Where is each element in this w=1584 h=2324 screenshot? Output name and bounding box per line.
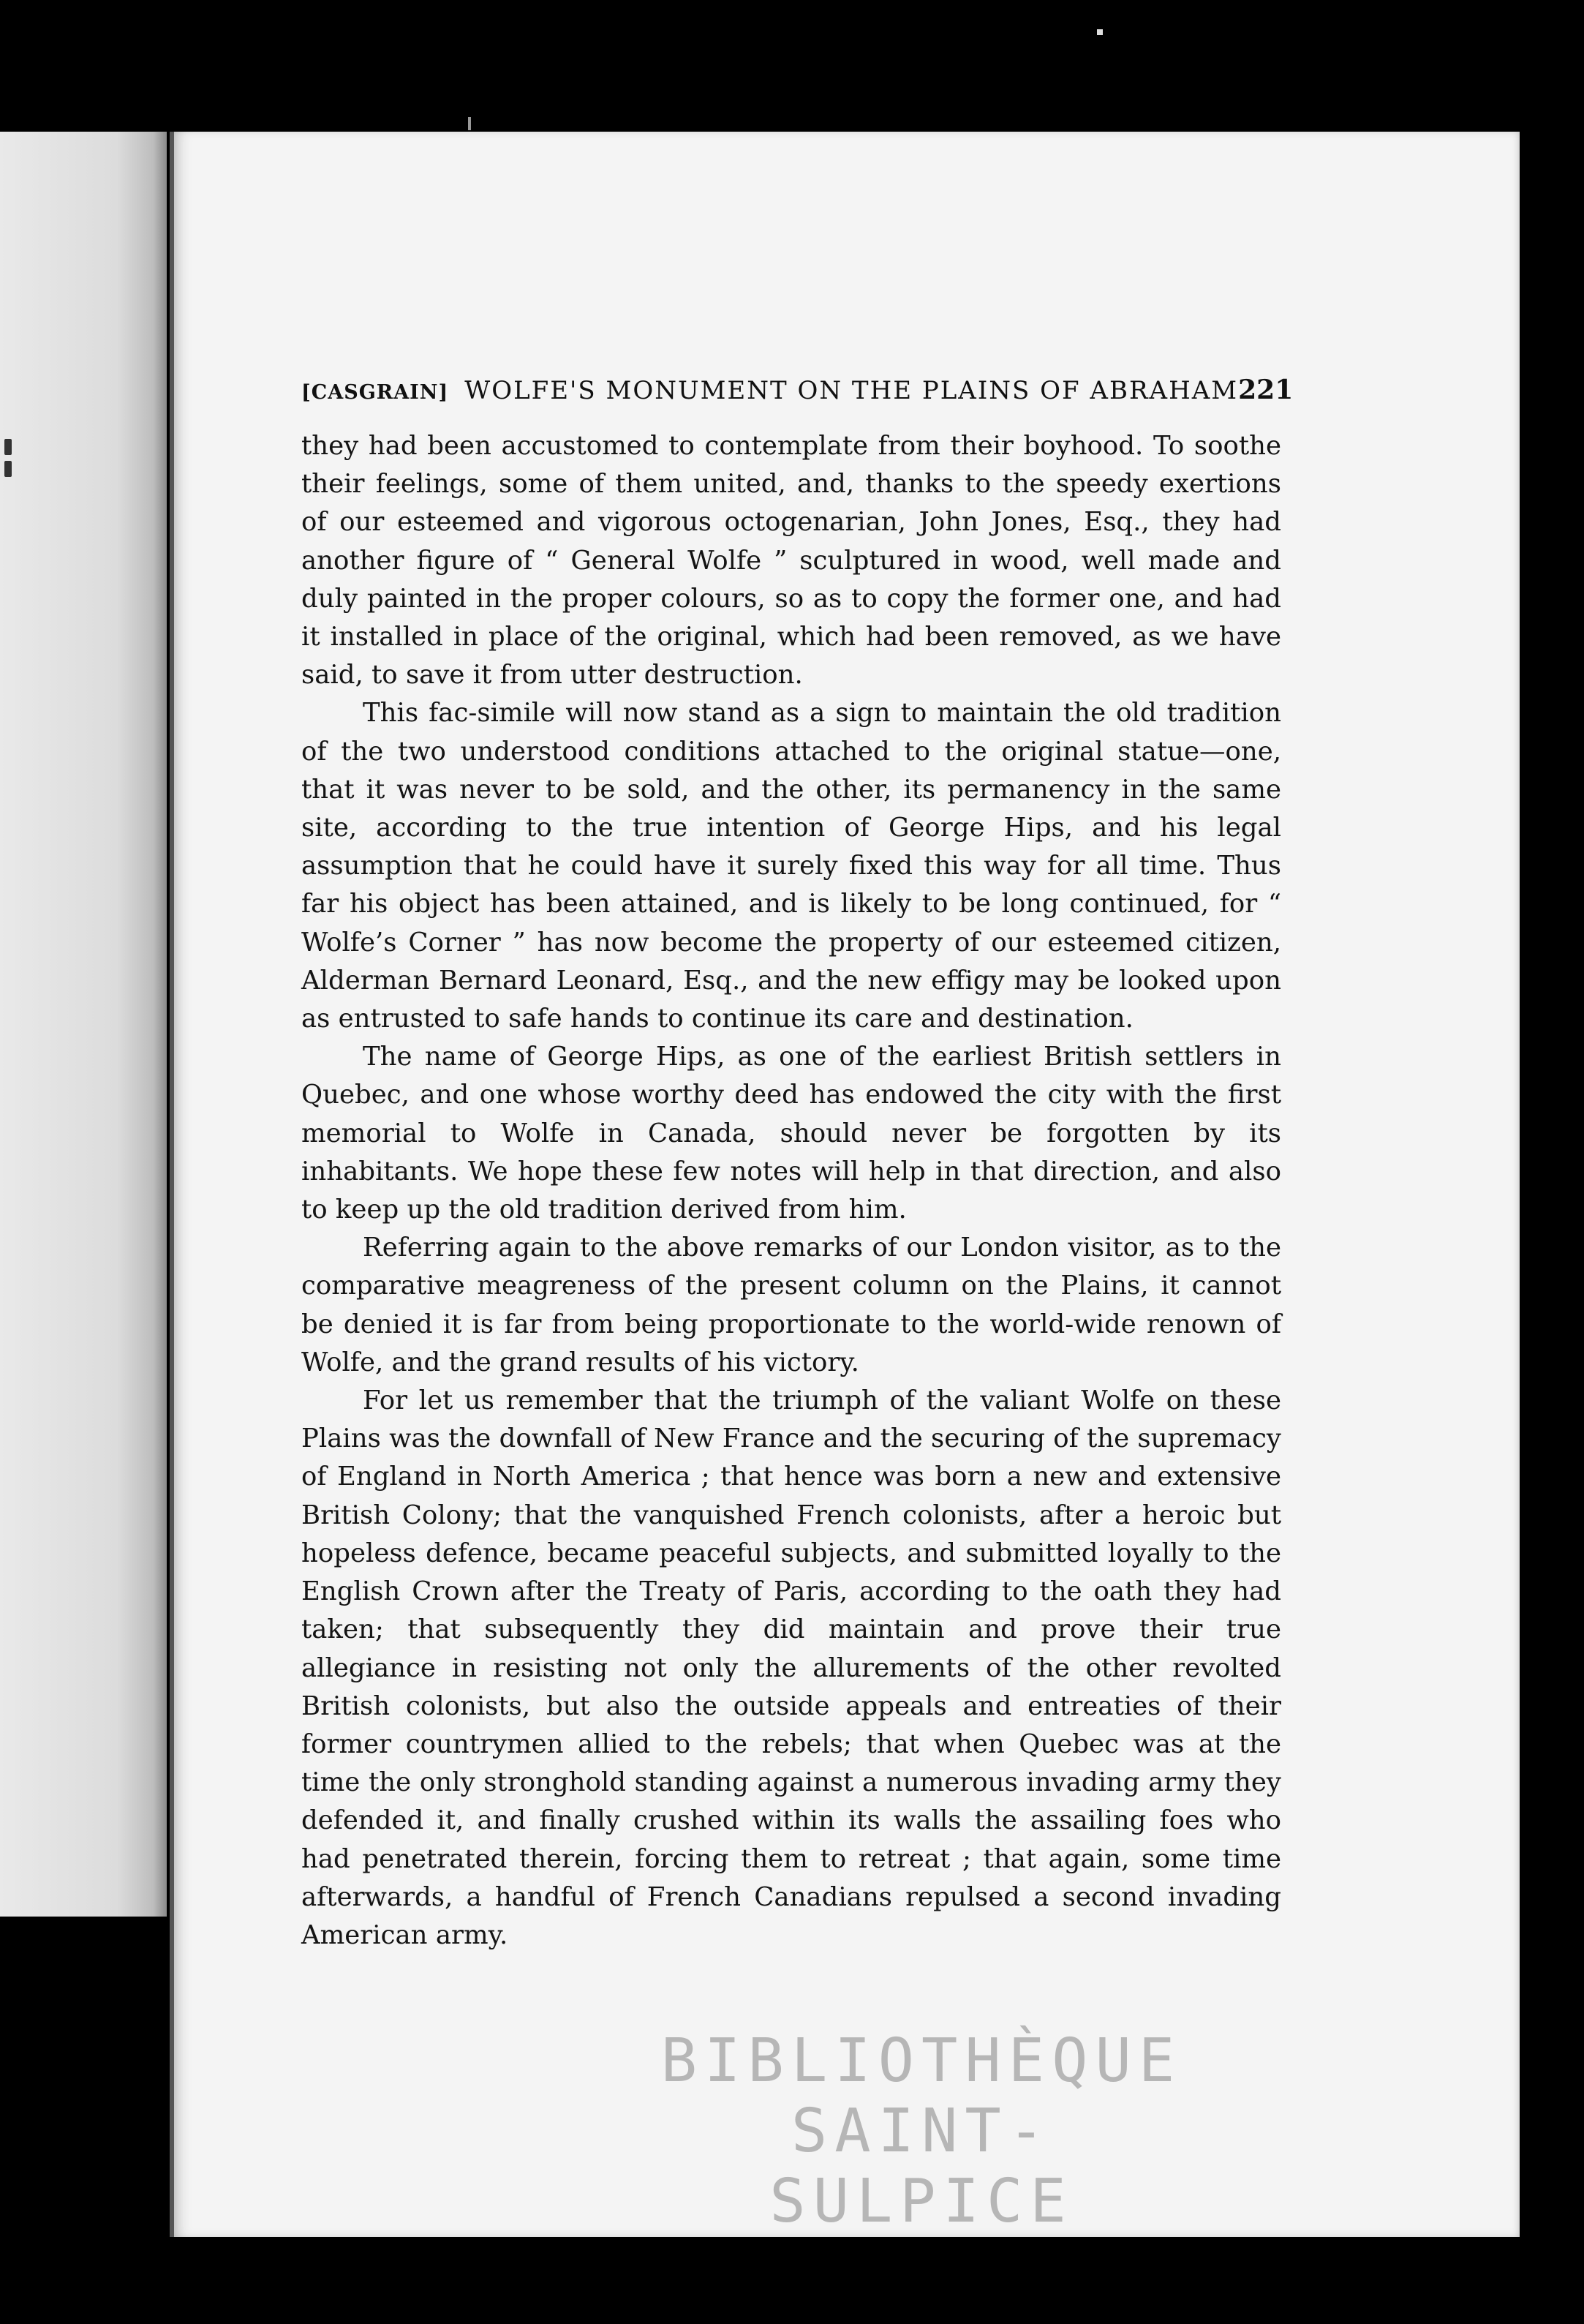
bleed-mark [4,439,12,455]
paragraph: For let us remember that the triumph of the valiant Wolfe on these Plains was the downfall of New France and the securing of the supremacy of England in North America ; that hence was born a new and extensive British Colony; that the vanquished French colonists, after a heroic but hopeless defence, became peaceful subjects, and submitted loyally to the English Crown after the Treaty of Paris, according to the oath they had taken; that subsequently they did maintain and prove their true allegiance in resisting not only the allurements of the other revolted British colonists, but also the outside appeals and entreaties of their former countrymen allied to the rebels; that when Quebec was at the time the only stronghold standing against a numerous invading army they defended it, and finally crushed within its walls the assailing foes who had penetrated therein, forcing them to retreat ; that again, some time afterwards, a handful of French Canadians repulsed a second invading American army. [301,1385,1281,1950]
header-title: WOLFE'S MONUMENT ON THE PLAINS OF ABRAHAM [464,376,1239,405]
page-number: 221 [1238,375,1294,405]
stamp-line: BIBLIOTHÈQUE [660,2026,1183,2096]
dust-speck [1097,29,1103,35]
adjacent-page-edge [0,132,167,1917]
bleed-mark [4,461,12,477]
paragraph: they had been accustomed to contemplate from their boyhood. To soothe their feelings, some of them united, and, thanks to the speedy exertions of our esteemed and vigorous octogenarian, John Jones, Esq., they had another figure of “ General Wolfe ” sculptured in wood, well made and duly painted in the proper colours, so as to copy the former one, and had it installed in place of the original, which had been removed, as we have said, to save it from utter destruction. [301,431,1281,691]
paragraph: This fac-simile will now stand as a sign to maintain the old tradition of the two understood conditions attached to the original statue—one, that it was never to be sold, and the other, its permanency in the same site, according to the true intention of George Hips, and his legal assumption that he could have it surely fixed this way for all time. Thus far his object has been attained, and is likely to be long continued, for “ Wolfe’s Corner ” has now become the property of our esteemed citizen, Alderman Bernard Leonard, Esq., and the new effigy may be looked upon as entrusted to safe hands to continue its care and destination. [301,698,1281,1034]
library-perforation-stamp [644,2026,1199,2236]
body-text [301,427,1281,1955]
stamp-line: SAINT-SULPICE [769,2097,1074,2236]
paragraph: The name of George Hips, as one of the earliest British settlers in Quebec, and one whose worthy deed has endowed the city with the first memorial to Wolfe in Canada, should never be forgotten by its inhabitants. We hope these few notes will help in that direction, and also to keep up the old tradition derived from him. [301,1042,1281,1225]
paragraph: Referring again to the above remarks of our London visitor, as to the comparative meagreness of the present column on the Plains, it cannot be denied it is far from being proportionate to the world-wide renown of Wolfe, and the grand results of his victory. [301,1233,1281,1377]
header-author: [CASGRAIN] [301,381,449,404]
page-gutter [170,132,174,2237]
running-header [301,375,1294,414]
dust-speck [468,117,471,130]
